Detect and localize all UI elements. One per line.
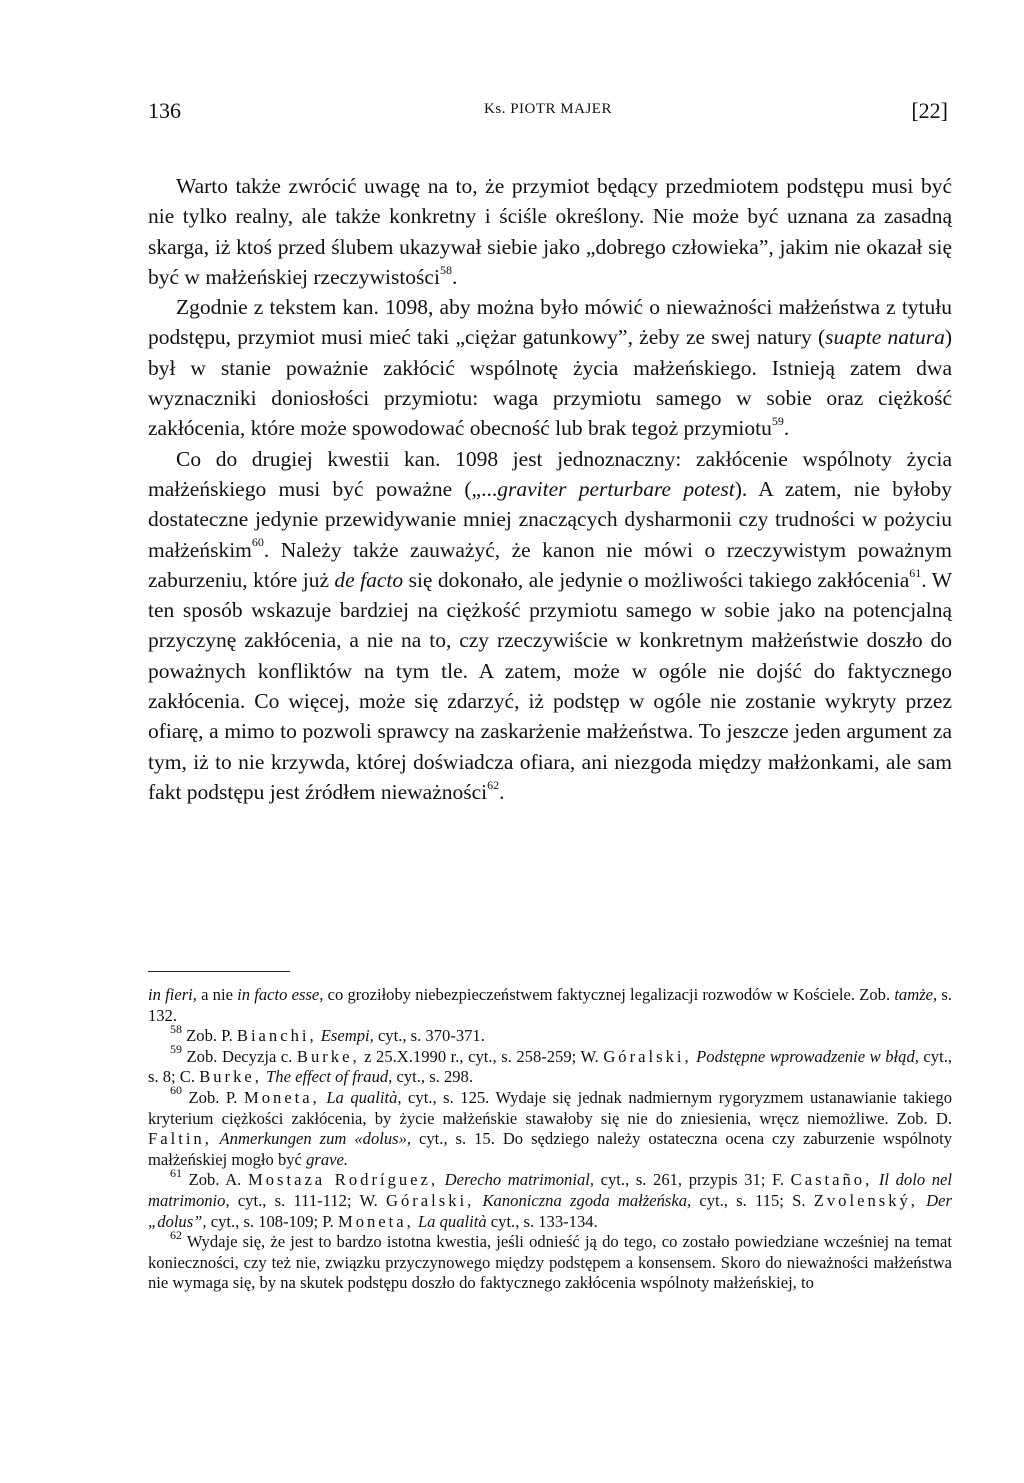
footnote-ref-60: 60	[251, 535, 264, 550]
fn61-text-a: Zob. A.	[182, 1170, 248, 1190]
fn61-italic-1: Derecho matrimonial,	[438, 1170, 595, 1190]
fn61-text-c: cyt., s. 111-112; W.	[229, 1190, 386, 1210]
fn59-italic-1: Podstępne wprowadzenie w błąd,	[696, 1046, 919, 1066]
fn58-text-a: Zob. P.	[182, 1026, 237, 1046]
body-text	[148, 171, 952, 807]
fn62-text: Wydaje się, że jest to bardzo istotna kwestia, jeśli odnieść ją do tego, co zostało powiedziane wcześniej na temat konieczności, czy też nie, związku przyczynowego między podstępem a konsensem. Skoro do nieważności małżeństwa nie wymaga się, by na skutek podstępu doszło do faktycznego zakłócenia wspólnoty małżeńskiej, to	[148, 1232, 952, 1293]
fn61-italic-2: Il dolo nel matrimonio,	[148, 1170, 953, 1210]
fn61-author-1: Mostaza Rodríguez,	[247, 1170, 439, 1190]
fn-cont-text-a: a nie	[196, 985, 238, 1004]
fn59-italic-2: The effect of fraud,	[261, 1067, 393, 1087]
fn61-text-f: cyt., s. 133-134.	[486, 1211, 598, 1231]
footnote-62	[148, 1227, 952, 1294]
footnote-62-number: 62	[170, 1227, 182, 1242]
fn60-italic-1: La qualità,	[319, 1087, 402, 1107]
fn60-text-a: Zob. P.	[182, 1087, 244, 1107]
paragraph-3-text-e: . W ten sposób wskazuje bardziej na ciężkość przymiotu samego w sobie jako na potencjalną przyczynę zakłócenia, a nie na to, czy rzeczywiście w konkretnym małżeństwie doszło do poważnych konfliktów na tym tle. A zatem, może w ogóle nie dojść do faktycznego zakłócenia. Co więcej, może się zdarzyć, iż podstęp w ogóle nie zostanie wykryty przez ofiarę, a mimo to pozwoli sprawcy na zaskarżenie małżeństwa. To jeszcze jeden argument za tym, iż to nie krzywda, której doświadcza ofiara, ani niezgoda między małżonkami, ale sam fakt podstępu jest źródłem nieważności	[148, 567, 952, 804]
paragraph-3	[148, 444, 952, 808]
paragraph-3-text-a: Co do drugiej kwestii kan. 1098 jest jednoznaczny: zakłócenie wspólnoty życia małżeńskiego musi być poważne („...	[148, 446, 952, 501]
footnote-60	[148, 1083, 952, 1170]
fn61-italic-3: Kanoniczna zgoda małżeńska,	[474, 1190, 692, 1210]
footnote-58-number: 58	[170, 1021, 182, 1036]
paragraph-3-text-b: ). A zatem, nie byłoby dostateczne jedynie przewidywanie mniej znaczących dysharmonii czy trudności w pożyciu małżeńskim	[148, 476, 952, 562]
page-number: 136	[148, 98, 181, 123]
paragraph-3-italic-1: graviter perturbare potest	[497, 476, 735, 501]
fn60-author-1: Moneta,	[243, 1087, 320, 1107]
footnote-59-number: 59	[170, 1042, 182, 1057]
fn59-text-b: z 25.X.1990 r., cyt., s. 258-259; W.	[359, 1046, 604, 1066]
fn61-italic-5: La qualità	[413, 1211, 487, 1231]
fn-cont-italic-3: tamże,	[894, 985, 938, 1004]
fn-cont-italic-1: in fieri,	[148, 985, 197, 1004]
paragraph-1-text: Warto także zwrócić uwagę na to, że przymiot będący przedmiotem podstępu musi być nie tylko realny, ale także konkretny i ściśle określony. Nie może być uznana za zasadną skarga, iż ktoś przed ślubem ukazywał siebie jako „dobrego człowieka”, jakim nie okazał się być w małżeńskiej rzeczywistości	[148, 174, 952, 289]
paragraph-3-text-c: . Należy także zauważyć, że kanon nie mówi o rzeczywistym poważnym zaburzeniu, które już	[148, 537, 952, 592]
footnote-continuation	[148, 985, 952, 1026]
fn61-author-4: Zvolenský,	[813, 1190, 918, 1210]
fn58-text-b: cyt., s. 370-371.	[373, 1026, 485, 1046]
footnotes	[148, 985, 952, 1294]
footnote-ref-61: 61	[909, 565, 922, 580]
footnote-ref-59: 59	[771, 414, 784, 429]
footnote-60-number: 60	[170, 1083, 182, 1098]
paragraph-2-italic: suapte natura	[825, 325, 945, 350]
paragraph-2-end: .	[783, 416, 790, 441]
fn-cont-italic-2: in facto esse,	[237, 985, 324, 1004]
section-number: [22]	[911, 98, 948, 123]
fn61-text-b: cyt., s. 261, przypis 31; F.	[594, 1170, 791, 1190]
fn60-text-b: cyt., s. 125. Wydaje się jednak nadmiernym rygoryzmem ustanawianie takiego kryterium ciężkości zakłócenia, by życie małżeńskie stawałoby się nie do zniesienia, wręcz niemożliwe. Zob. D.	[148, 1087, 952, 1128]
footnote-61	[148, 1165, 953, 1232]
fn59-author-1: Burke,	[296, 1046, 360, 1066]
fn61-author-5: Moneta,	[337, 1211, 414, 1231]
paragraph-2-text-b: ) był w stanie poważnie zakłócić wspólnotę życia małżeńskiego. Istnieją zatem dwa wyznaczniki doniosłości przymiotu: waga przymiotu samego w sobie oraz ciężkość zakłócenia, które może spowodować obecność lub brak tegoż przymiotu	[148, 325, 952, 441]
fn61-author-3: Góralski,	[385, 1190, 475, 1210]
paragraph-1-end: .	[451, 264, 458, 289]
fn59-text-d: cyt., s. 298.	[392, 1067, 473, 1087]
page-header	[148, 98, 948, 132]
fn59-author-3: Burke,	[199, 1067, 262, 1087]
fn-cont-text-c: s. 132.	[148, 985, 952, 1025]
paragraph-2-text-a: Zgodnie z tekstem kan. 1098, aby można było mówić o nieważności małżeństwa z tytułu podstępu, przymiot musi mieć taki „ciężar gatunkowy”, żeby ze swej natury (	[148, 295, 952, 350]
footnote-ref-62: 62	[487, 777, 500, 792]
fn-cont-text-b: co groziłoby niebezpieczeństwem faktycznej legalizacji rozwodów w Kościele. Zob.	[323, 985, 895, 1004]
fn59-text-c: cyt., s. 8; C.	[148, 1046, 952, 1087]
footnote-59	[148, 1042, 952, 1088]
fn61-author-2: Castaño,	[790, 1170, 873, 1190]
fn61-italic-4: Der „dolus”,	[148, 1190, 952, 1231]
fn58-author: Bianchi,	[236, 1026, 317, 1046]
fn60-author-2: Faltin,	[148, 1129, 212, 1149]
footnote-separator	[148, 971, 290, 972]
fn59-author-2: Góralski,	[603, 1046, 692, 1066]
fn58-italic: Esempi,	[316, 1026, 374, 1046]
paragraph-3-text-d: się dokonało, ale jedynie o możliwości takiego zakłócenia	[403, 567, 910, 592]
paragraph-3-end: .	[499, 779, 505, 804]
paragraph-1	[148, 171, 952, 292]
fn60-italic-3: grave.	[306, 1149, 348, 1169]
fn59-text-a: Zob. Decyzja c.	[182, 1046, 297, 1066]
footnote-58	[148, 1021, 952, 1047]
paragraph-2	[148, 292, 952, 443]
paragraph-3-italic-2: de facto	[334, 567, 404, 592]
footnote-61-number: 61	[170, 1165, 182, 1180]
fn60-italic-2: Anmerkungen zum «dolus»,	[211, 1129, 412, 1149]
running-title: Ks. PIOTR MAJER	[484, 101, 612, 117]
fn61-text-e: cyt., s. 108-109; P.	[206, 1211, 338, 1231]
footnote-ref-58: 58	[439, 262, 452, 277]
fn61-text-d: cyt., s. 115; S.	[691, 1190, 814, 1210]
fn60-text-c: cyt., s. 15. Do sędziego należy ostateczna ocena czy zaburzenie wspólnoty małżeńskiej mogło być	[148, 1129, 952, 1169]
